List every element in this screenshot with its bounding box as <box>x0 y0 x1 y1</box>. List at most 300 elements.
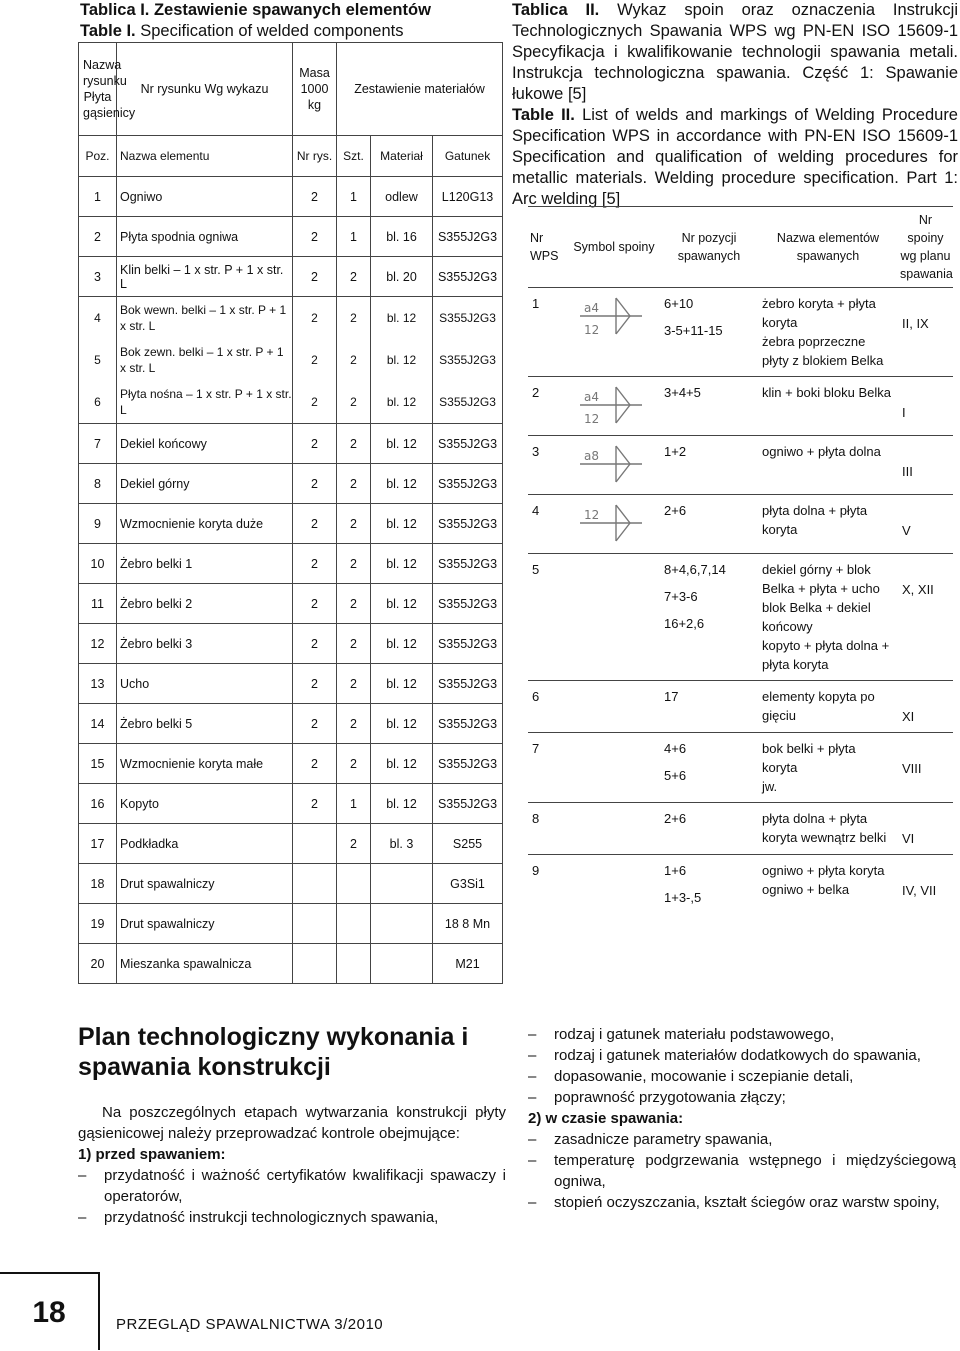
nazwa-item: jw. <box>762 779 778 794</box>
cell-pozycje <box>660 495 758 554</box>
cell-szt: 2 <box>337 824 371 864</box>
group-item: 2 <box>311 395 318 409</box>
table2-header-row <box>528 207 953 288</box>
cell-symbol <box>568 855 660 914</box>
cell-nr: 2 <box>293 624 337 664</box>
group-poz-list <box>79 297 116 423</box>
th-zestawienie: Zestawienie materiałów <box>337 43 503 136</box>
cell-symbol <box>568 495 660 554</box>
weld-symbol-stroke <box>616 446 630 464</box>
group-item: S355J2G3 <box>439 311 496 325</box>
table-row <box>79 944 503 984</box>
nazwa-item: klin + boki bloku Belka <box>762 385 891 400</box>
cell-nr-wps: 7 <box>528 733 568 803</box>
table-row <box>528 554 953 681</box>
cell-mat <box>371 864 433 904</box>
table-row <box>528 436 953 495</box>
cell-gat: M21 <box>433 944 503 984</box>
article-right-column <box>528 1024 956 1213</box>
article-left-column <box>78 1102 506 1228</box>
group-mat <box>371 297 433 424</box>
group-item: bl. 12 <box>386 353 417 367</box>
th-nazwa-rysunku: Nazwa rysunku Płyta gąsienicy <box>79 43 117 136</box>
cell-nr-wps: 5 <box>528 554 568 681</box>
table-row <box>528 495 953 554</box>
weld-symbol-icon <box>572 501 652 547</box>
table2-title <box>512 0 958 210</box>
table1 <box>78 42 503 984</box>
dash-bullet: – <box>528 1089 537 1106</box>
cell-mat: bl. 3 <box>371 824 433 864</box>
cell-nazwa <box>758 288 898 377</box>
cell-poz: 2 <box>79 217 117 257</box>
cell-gat: 18 8 Mn <box>433 904 503 944</box>
cell-szt <box>337 904 371 944</box>
th-nazwa-elementu: Nazwa elementu <box>117 136 293 177</box>
cell-nr-spoiny: III <box>898 436 953 495</box>
list-item-text: rodzaj i gatunek materiałów dodatkowych do spawania, <box>554 1047 921 1064</box>
weld-symbol-icon <box>572 383 652 429</box>
cell-name: Wzmocnienie koryta duże <box>117 504 293 544</box>
nazwa-item: bok belki + płyta koryta <box>762 741 856 775</box>
cell-poz: 10 <box>79 544 117 584</box>
pozycja-item: 4+6 <box>664 741 687 756</box>
th-gatunek: Gatunek <box>433 136 503 177</box>
cell-nazwa <box>758 803 898 855</box>
list-item-text: rodzaj i gatunek materiału podstawowego, <box>554 1026 835 1043</box>
weld-symbol-stroke <box>616 316 630 334</box>
th-material: Materiał <box>371 136 433 177</box>
cell-mat: bl. 12 <box>371 624 433 664</box>
table-row <box>79 624 503 664</box>
pozycja-item: 3+4+5 <box>664 385 701 400</box>
cell-poz: 9 <box>79 504 117 544</box>
table1-group-row <box>79 297 503 424</box>
cell-nr: 2 <box>293 544 337 584</box>
pozycja-item: 8+4,6,7,14 <box>664 562 726 577</box>
group-item: Bok wewn. belki – 1 x str. P + 1 x str. L <box>120 303 287 333</box>
pozycja-item: 1+3-,5 <box>664 890 702 905</box>
weld-symbol-label: a4 <box>584 301 599 315</box>
cell-gat: L120G13 <box>433 177 503 217</box>
cell-szt: 2 <box>337 584 371 624</box>
cell-szt: 2 <box>337 504 371 544</box>
th2-nazwa: Nazwa elementów spawanych <box>758 207 898 288</box>
cell-nr-wps: 8 <box>528 803 568 855</box>
cell-nr-spoiny: IV, VII <box>898 855 953 914</box>
cell-szt: 1 <box>337 177 371 217</box>
group-gat-list <box>433 297 502 423</box>
cell-gat: S355J2G3 <box>433 664 503 704</box>
cell-mat <box>371 944 433 984</box>
cell-szt: 2 <box>337 664 371 704</box>
dash-bullet: – <box>528 1131 537 1148</box>
list-item <box>528 1045 956 1066</box>
cell-name: Dekiel górny <box>117 464 293 504</box>
table-row <box>79 744 503 784</box>
list-item <box>78 1207 506 1228</box>
cell-gat: S255 <box>433 824 503 864</box>
cell-gat: S355J2G3 <box>433 544 503 584</box>
cell-poz: 16 <box>79 784 117 824</box>
group-item: 5 <box>94 353 101 367</box>
weld-symbol-stroke <box>616 405 630 423</box>
table-row <box>79 824 503 864</box>
th-masa: Masa 1000 kg <box>293 43 337 136</box>
cell-szt <box>337 944 371 984</box>
cell-szt: 2 <box>337 544 371 584</box>
list-item <box>528 1066 956 1087</box>
th2-symbol: Symbol spoiny <box>568 207 660 288</box>
cell-name: Klin belki – 1 x str. P + 1 x str. L <box>117 257 293 297</box>
group-item: 2 <box>350 353 357 367</box>
cell-nr: 2 <box>293 664 337 704</box>
cell-gat: S355J2G3 <box>433 584 503 624</box>
cell-nr <box>293 864 337 904</box>
cell-mat: bl. 12 <box>371 704 433 744</box>
cell-pozycje <box>660 855 758 914</box>
cell-szt: 2 <box>337 464 371 504</box>
group-szt-list <box>337 297 370 423</box>
group-mat-list <box>371 297 432 423</box>
table-row <box>79 504 503 544</box>
cell-name: Żebro belki 3 <box>117 624 293 664</box>
cell-poz: 11 <box>79 584 117 624</box>
cell-nr: 2 <box>293 704 337 744</box>
cell-nr-wps: 9 <box>528 855 568 914</box>
group-item: Płyta nośna – 1 x str. P + 1 x str. L <box>120 387 292 417</box>
table-row <box>79 904 503 944</box>
cell-mat: odlew <box>371 177 433 217</box>
cell-name: Dekiel końcowy <box>117 424 293 464</box>
cell-pozycje <box>660 733 758 803</box>
cell-name: Drut spawalniczy <box>117 904 293 944</box>
cell-nr-wps: 6 <box>528 681 568 733</box>
cell-gat: S355J2G3 <box>433 744 503 784</box>
cell-name: Płyta spodnia ogniwa <box>117 217 293 257</box>
cell-nr <box>293 824 337 864</box>
cell-gat: S355J2G3 <box>433 257 503 297</box>
cell-szt: 2 <box>337 624 371 664</box>
list-item-text: dopasowanie, mocowanie i sczepianie detali, <box>554 1068 854 1085</box>
weld-symbol-stroke <box>616 387 630 405</box>
weld-symbol-label: a4 <box>584 390 599 404</box>
pozycja-item: 1+2 <box>664 444 687 459</box>
cell-pozycje <box>660 681 758 733</box>
weld-symbol-stroke <box>616 523 630 541</box>
before-list-b <box>528 1024 956 1108</box>
cell-mat: bl. 12 <box>371 784 433 824</box>
cell-pozycje <box>660 288 758 377</box>
cell-nazwa <box>758 733 898 803</box>
nazwa-item: ogniwo + płyta dolna <box>762 444 881 459</box>
weld-symbol-label: 12 <box>584 412 600 426</box>
cell-nr-wps: 4 <box>528 495 568 554</box>
list-item-text: przydatność instrukcji technologicznych spawania, <box>104 1209 439 1226</box>
pozycja-item: 16+2,6 <box>664 616 705 631</box>
cell-nr: 2 <box>293 784 337 824</box>
list-item-text: temperaturę podgrzewania wstępnego i międzyściegową ogniwa, <box>554 1152 956 1190</box>
cell-nr-spoiny: VI <box>898 803 953 855</box>
nazwa-item: elementy kopyta po gięciu <box>762 689 875 723</box>
dash-bullet: – <box>528 1194 537 1211</box>
table-row <box>79 257 503 297</box>
table-row <box>528 377 953 436</box>
group-gat <box>433 297 503 424</box>
pozycja-item: 1+6 <box>664 863 687 878</box>
article-intro: Na poszczególnych etapach wytwarzania konstrukcji płyty gąsienicowej należy przeprowadzać kontrole obejmujące: <box>78 1104 506 1142</box>
cell-nazwa <box>758 554 898 681</box>
group-item: 2 <box>350 311 357 325</box>
th2-nr-pozycji: Nr pozycji spawanych <box>660 207 758 288</box>
cell-nr: 2 <box>293 217 337 257</box>
cell-gat: S355J2G3 <box>433 424 503 464</box>
cell-szt <box>337 864 371 904</box>
dash-bullet: – <box>78 1209 87 1226</box>
cell-nr-spoiny: I <box>898 377 953 436</box>
table1-subheader-row <box>79 136 503 177</box>
cell-mat: bl. 12 <box>371 664 433 704</box>
list-item-text: poprawność przygotowania złączy; <box>554 1089 786 1106</box>
list-item <box>528 1129 956 1150</box>
table1-header-row <box>79 43 503 136</box>
cell-szt: 2 <box>337 257 371 297</box>
cell-poz: 8 <box>79 464 117 504</box>
cell-nr: 2 <box>293 464 337 504</box>
cell-nazwa <box>758 495 898 554</box>
group-szt <box>337 297 371 424</box>
cell-name: Ucho <box>117 664 293 704</box>
cell-gat: S355J2G3 <box>433 784 503 824</box>
cell-szt: 1 <box>337 784 371 824</box>
cell-mat: bl. 12 <box>371 504 433 544</box>
th2-nr-spoiny: Nr spoiny wg planu spawania <box>898 207 953 288</box>
cell-nr-spoiny: II, IX <box>898 288 953 377</box>
cell-nr <box>293 904 337 944</box>
cell-poz: 14 <box>79 704 117 744</box>
cell-szt: 2 <box>337 424 371 464</box>
nazwa-item: kopyto + płyta dolna + płyta koryta <box>762 638 890 672</box>
list-item <box>528 1192 956 1213</box>
cell-name: Podkładka <box>117 824 293 864</box>
weld-symbol-label: 12 <box>584 508 600 522</box>
table1-rows-a <box>79 177 503 297</box>
nazwa-item: ogniwo + belka <box>762 882 850 897</box>
cell-poz: 7 <box>79 424 117 464</box>
cell-poz: 15 <box>79 744 117 784</box>
group-item: 2 <box>311 353 318 367</box>
cell-nr-spoiny: XI <box>898 681 953 733</box>
group-item: 2 <box>350 395 357 409</box>
table-row <box>528 288 953 377</box>
cell-poz: 17 <box>79 824 117 864</box>
pozycja-item: 2+6 <box>664 503 687 518</box>
table-row <box>528 855 953 914</box>
cell-name: Żebro belki 5 <box>117 704 293 744</box>
cell-mat: bl. 12 <box>371 584 433 624</box>
table2-title-pl: Tablica II. Wykaz spoin oraz oznaczenia Instrukcji Technologicznych Spawania WPS wg PN-EN ISO 15609-1 Specyfikacja i kwalifikowanie technologii spawania metali. Instrukcja technologiczna spawania. Część 1: Spawanie łukowe [5] <box>512 1 958 103</box>
table-row <box>528 681 953 733</box>
cell-symbol <box>568 681 660 733</box>
during-label: 2) w czasie spawania: <box>528 1110 684 1127</box>
th-szt: Szt. <box>337 136 371 177</box>
cell-poz: 19 <box>79 904 117 944</box>
before-list-a <box>78 1165 506 1228</box>
cell-nr: 2 <box>293 584 337 624</box>
list-item-text: zasadnicze parametry spawania, <box>554 1131 773 1148</box>
th2-nr-wps: Nr WPS <box>528 207 568 288</box>
table-row <box>528 733 953 803</box>
cell-symbol <box>568 436 660 495</box>
pozycja-item: 3-5+11-15 <box>664 323 723 338</box>
table-row <box>79 177 503 217</box>
cell-nazwa <box>758 377 898 436</box>
cell-gat: S355J2G3 <box>433 217 503 257</box>
table-row <box>79 584 503 624</box>
table2-title-en: Table II. List of welds and markings of Welding Procedure Specification WPS in accordance with PN-EN ISO 15609-1 Specification and qualification of welding procedures for metallic materials. Welding procedure specification. Part 1: Arc welding [5] <box>512 106 958 208</box>
cell-name: Żebro belki 2 <box>117 584 293 624</box>
cell-nr-wps: 3 <box>528 436 568 495</box>
table2 <box>528 206 953 913</box>
cell-nr <box>293 944 337 984</box>
cell-symbol <box>568 554 660 681</box>
cell-poz: 3 <box>79 257 117 297</box>
nazwa-item: dekiel górny + blok Belka + płyta + ucho blok Belka + dekiel końcowy <box>762 562 880 634</box>
cell-mat: bl. 12 <box>371 544 433 584</box>
cell-gat: G3Si1 <box>433 864 503 904</box>
list-item <box>528 1087 956 1108</box>
table2-rows <box>528 288 953 914</box>
group-item: Bok zewn. belki – 1 x str. P + 1 x str. L <box>120 345 284 375</box>
group-item: S355J2G3 <box>439 353 496 367</box>
nazwa-item: żebra poprzeczne płyty z blokiem Belka <box>762 334 884 368</box>
list-item-text: przydatność i ważność certyfikatów kwalifikacji spawaczy i operatorów, <box>104 1167 506 1205</box>
cell-gat: S355J2G3 <box>433 504 503 544</box>
cell-name: Wzmocnienie koryta małe <box>117 744 293 784</box>
before-label: 1) przed spawaniem: <box>78 1146 226 1163</box>
weld-symbol-icon <box>572 442 652 488</box>
list-item <box>528 1024 956 1045</box>
group-item: S355J2G3 <box>439 395 496 409</box>
group-names <box>117 297 293 424</box>
cell-nazwa <box>758 681 898 733</box>
cell-gat: S355J2G3 <box>433 464 503 504</box>
group-item: bl. 12 <box>386 311 417 325</box>
cell-szt: 2 <box>337 704 371 744</box>
pozycja-item: 5+6 <box>664 768 687 783</box>
cell-mat: bl. 12 <box>371 424 433 464</box>
dash-bullet: – <box>528 1047 537 1064</box>
dash-bullet: – <box>528 1068 537 1085</box>
cell-gat: S355J2G3 <box>433 624 503 664</box>
th-nr-rys: Nr rys. <box>293 136 337 177</box>
cell-symbol <box>568 288 660 377</box>
cell-nr-wps: 1 <box>528 288 568 377</box>
group-nr <box>293 297 337 424</box>
dash-bullet: – <box>528 1026 537 1043</box>
cell-symbol <box>568 733 660 803</box>
cell-pozycje <box>660 377 758 436</box>
cell-name: Kopyto <box>117 784 293 824</box>
cell-poz: 12 <box>79 624 117 664</box>
nazwa-item: ogniwo + płyta koryta <box>762 863 885 878</box>
table-row <box>79 704 503 744</box>
during-list <box>528 1129 956 1213</box>
cell-mat <box>371 904 433 944</box>
cell-pozycje <box>660 554 758 681</box>
cell-gat: S355J2G3 <box>433 704 503 744</box>
cell-symbol <box>568 377 660 436</box>
table1-title-en: Table I. Specification of welded components <box>80 22 404 40</box>
weld-symbol-stroke <box>616 298 630 316</box>
cell-name: Mieszanka spawalnicza <box>117 944 293 984</box>
group-item: 6 <box>94 395 101 409</box>
dash-bullet: – <box>528 1152 537 1169</box>
cell-nr-wps: 2 <box>528 377 568 436</box>
weld-symbol-stroke <box>616 505 630 523</box>
table1-rows-b <box>79 424 503 984</box>
nazwa-item: płyta dolna + płyta koryta wewnątrz belki <box>762 811 887 845</box>
cell-szt: 1 <box>337 217 371 257</box>
cell-symbol <box>568 803 660 855</box>
weld-symbol-label: a8 <box>584 449 599 463</box>
cell-nr: 2 <box>293 257 337 297</box>
group-nr-list <box>293 297 336 423</box>
cell-nr: 2 <box>293 744 337 784</box>
weld-symbol-icon <box>572 294 652 340</box>
group-names-list <box>120 297 292 423</box>
group-poz <box>79 297 117 424</box>
table-row <box>79 464 503 504</box>
cell-poz: 18 <box>79 864 117 904</box>
list-item-text: stopień oczyszczania, kształt ściegów oraz warstw spoiny, <box>554 1194 940 1211</box>
cell-nr-spoiny: VIII <box>898 733 953 803</box>
cell-nr-spoiny: X, XII <box>898 554 953 681</box>
cell-mat: bl. 16 <box>371 217 433 257</box>
cell-name: Ogniwo <box>117 177 293 217</box>
cell-mat: bl. 12 <box>371 464 433 504</box>
cell-nr: 2 <box>293 504 337 544</box>
cell-nr: 2 <box>293 177 337 217</box>
cell-nr: 2 <box>293 424 337 464</box>
nazwa-item: płyta dolna + płyta koryta <box>762 503 868 537</box>
article-title: Plan technologiczny wykonania i spawania konstrukcji <box>78 1023 469 1081</box>
table-row <box>79 544 503 584</box>
th-nr-rysunku: Nr rysunku Wg wykazu <box>117 43 293 136</box>
cell-poz: 1 <box>79 177 117 217</box>
nazwa-item: żebro koryta + płyta koryta <box>762 296 876 330</box>
cell-poz: 20 <box>79 944 117 984</box>
table-row <box>79 664 503 704</box>
journal-name: PRZEGLĄD SPAWALNICTWA 3/2010 <box>116 1316 384 1333</box>
cell-nazwa <box>758 855 898 914</box>
list-item <box>78 1165 506 1207</box>
group-item: 4 <box>94 311 101 325</box>
table-row <box>528 803 953 855</box>
cell-nazwa <box>758 436 898 495</box>
table-row <box>79 217 503 257</box>
table-row <box>79 424 503 464</box>
pozycja-item: 2+6 <box>664 811 687 826</box>
cell-name: Drut spawalniczy <box>117 864 293 904</box>
cell-poz: 13 <box>79 664 117 704</box>
cell-pozycje <box>660 803 758 855</box>
cell-szt: 2 <box>337 744 371 784</box>
cell-name: Żebro belki 1 <box>117 544 293 584</box>
table-row <box>79 864 503 904</box>
list-item <box>528 1150 956 1192</box>
pozycja-item: 6+10 <box>664 296 694 311</box>
